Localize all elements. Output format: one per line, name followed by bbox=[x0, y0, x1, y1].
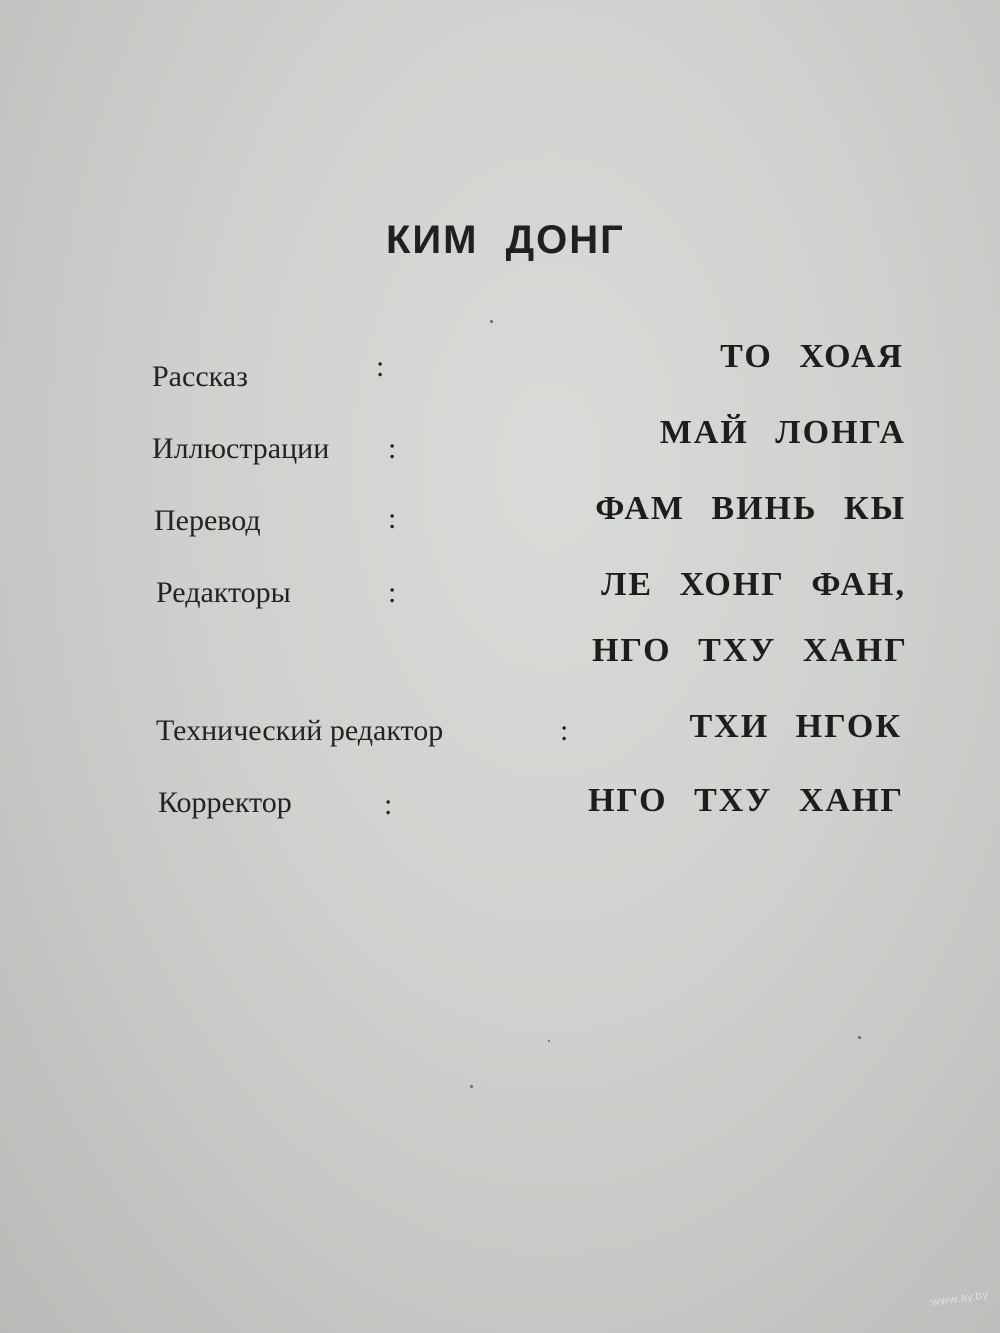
paper-speck bbox=[470, 1085, 473, 1088]
credit-colon: : bbox=[388, 576, 397, 609]
credit-colon: : bbox=[560, 714, 569, 747]
credit-label: Рассказ bbox=[152, 360, 248, 393]
credit-value: ТХИ НГОК bbox=[689, 708, 902, 745]
credit-row-story bbox=[152, 338, 904, 393]
credit-colon: : bbox=[388, 432, 397, 465]
paper-speck bbox=[490, 320, 493, 323]
credit-label: Технический редактор bbox=[156, 714, 444, 747]
paper-speck bbox=[548, 1040, 550, 1042]
credit-row-editors bbox=[156, 566, 906, 614]
site-watermark: www.ay.by bbox=[930, 1287, 990, 1309]
credit-row-editors-continued bbox=[156, 632, 908, 680]
paper-speck bbox=[858, 1036, 861, 1039]
credit-colon: : bbox=[384, 788, 393, 821]
credit-label: Иллюстрации bbox=[152, 432, 330, 465]
book-title: КИМ ДОНГ bbox=[386, 218, 625, 262]
credit-row-illustrations bbox=[152, 414, 906, 465]
credit-value: НГО ТХУ ХАНГ bbox=[591, 632, 908, 669]
credit-label: Перевод bbox=[154, 504, 261, 537]
credit-colon: : bbox=[388, 502, 397, 535]
credit-value: ТО ХОАЯ bbox=[720, 338, 904, 375]
credit-colon: : bbox=[376, 350, 385, 383]
credit-row-proofreader bbox=[158, 782, 904, 830]
credit-value: ФАМ ВИНЬ КЫ bbox=[595, 490, 906, 527]
credit-value: МАЙ ЛОНГА bbox=[659, 414, 906, 451]
credit-value: НГО ТХУ ХАНГ bbox=[587, 782, 904, 819]
credit-label: Корректор bbox=[158, 786, 292, 819]
credit-row-technical-editor bbox=[156, 708, 902, 756]
credit-value: ЛЕ ХОНГ ФАН, bbox=[601, 566, 906, 603]
credit-label: Редакторы bbox=[156, 576, 291, 609]
credit-row-translation bbox=[154, 490, 906, 538]
